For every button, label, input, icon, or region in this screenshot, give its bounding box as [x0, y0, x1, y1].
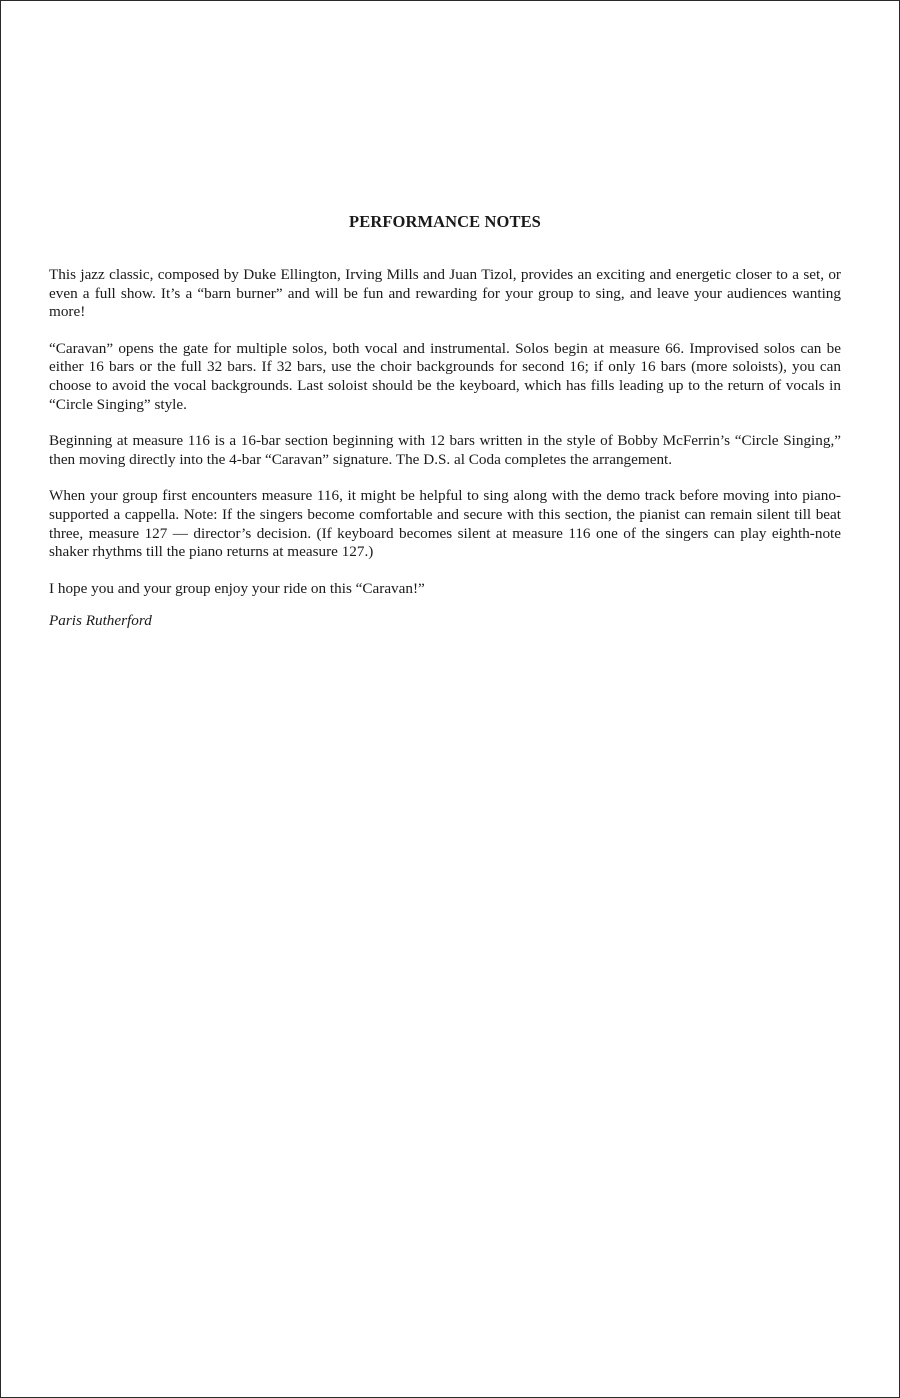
paragraph-measure-116: When your group first encounters measure 116, it might be helpful to sing along with the demo track before moving into piano-supported a cappella. Note: If the singers become comfortable and secure with this section, the pianist can remain silent till beat three, measure 127 — director’s decision. (If keyboard becomes silent at measure 116 one of the singers can play eighth-note shaker rhythms till the piano returns at measure 127.): [49, 487, 841, 561]
paragraph-intro: This jazz classic, composed by Duke Ellington, Irving Mills and Juan Tizol, provides an exciting and energetic closer to a set, or even a full show. It’s a “barn burner” and will be fun and rewarding for your group to sing, and leave your audiences wanting more!: [49, 266, 841, 321]
performance-notes: [49, 212, 841, 631]
signature: Paris Rutherford: [49, 612, 152, 630]
page-title: PERFORMANCE NOTES: [349, 212, 541, 231]
paragraph-closing: I hope you and your group enjoy your ride on this “Caravan!”: [49, 579, 425, 597]
paragraph-circle-singing: Beginning at measure 116 is a 16-bar section beginning with 12 bars written in the style of Bobby McFerrin’s “Circle Singing,” then moving directly into the 4-bar “Caravan” signature. The D.S. al Coda completes the arrangement.: [49, 432, 841, 468]
paragraph-solos: “Caravan” opens the gate for multiple solos, both vocal and instrumental. Solos begin at measure 66. Improvised solos can be either 16 bars or the full 32 bars. If 32 bars, use the choir backgrounds for second 16; if only 16 bars (more soloists), you can choose to avoid the vocal backgrounds. Last soloist should be the keyboard, which has fills leading up to the return of vocals in “Circle Singing” style.: [49, 339, 841, 413]
